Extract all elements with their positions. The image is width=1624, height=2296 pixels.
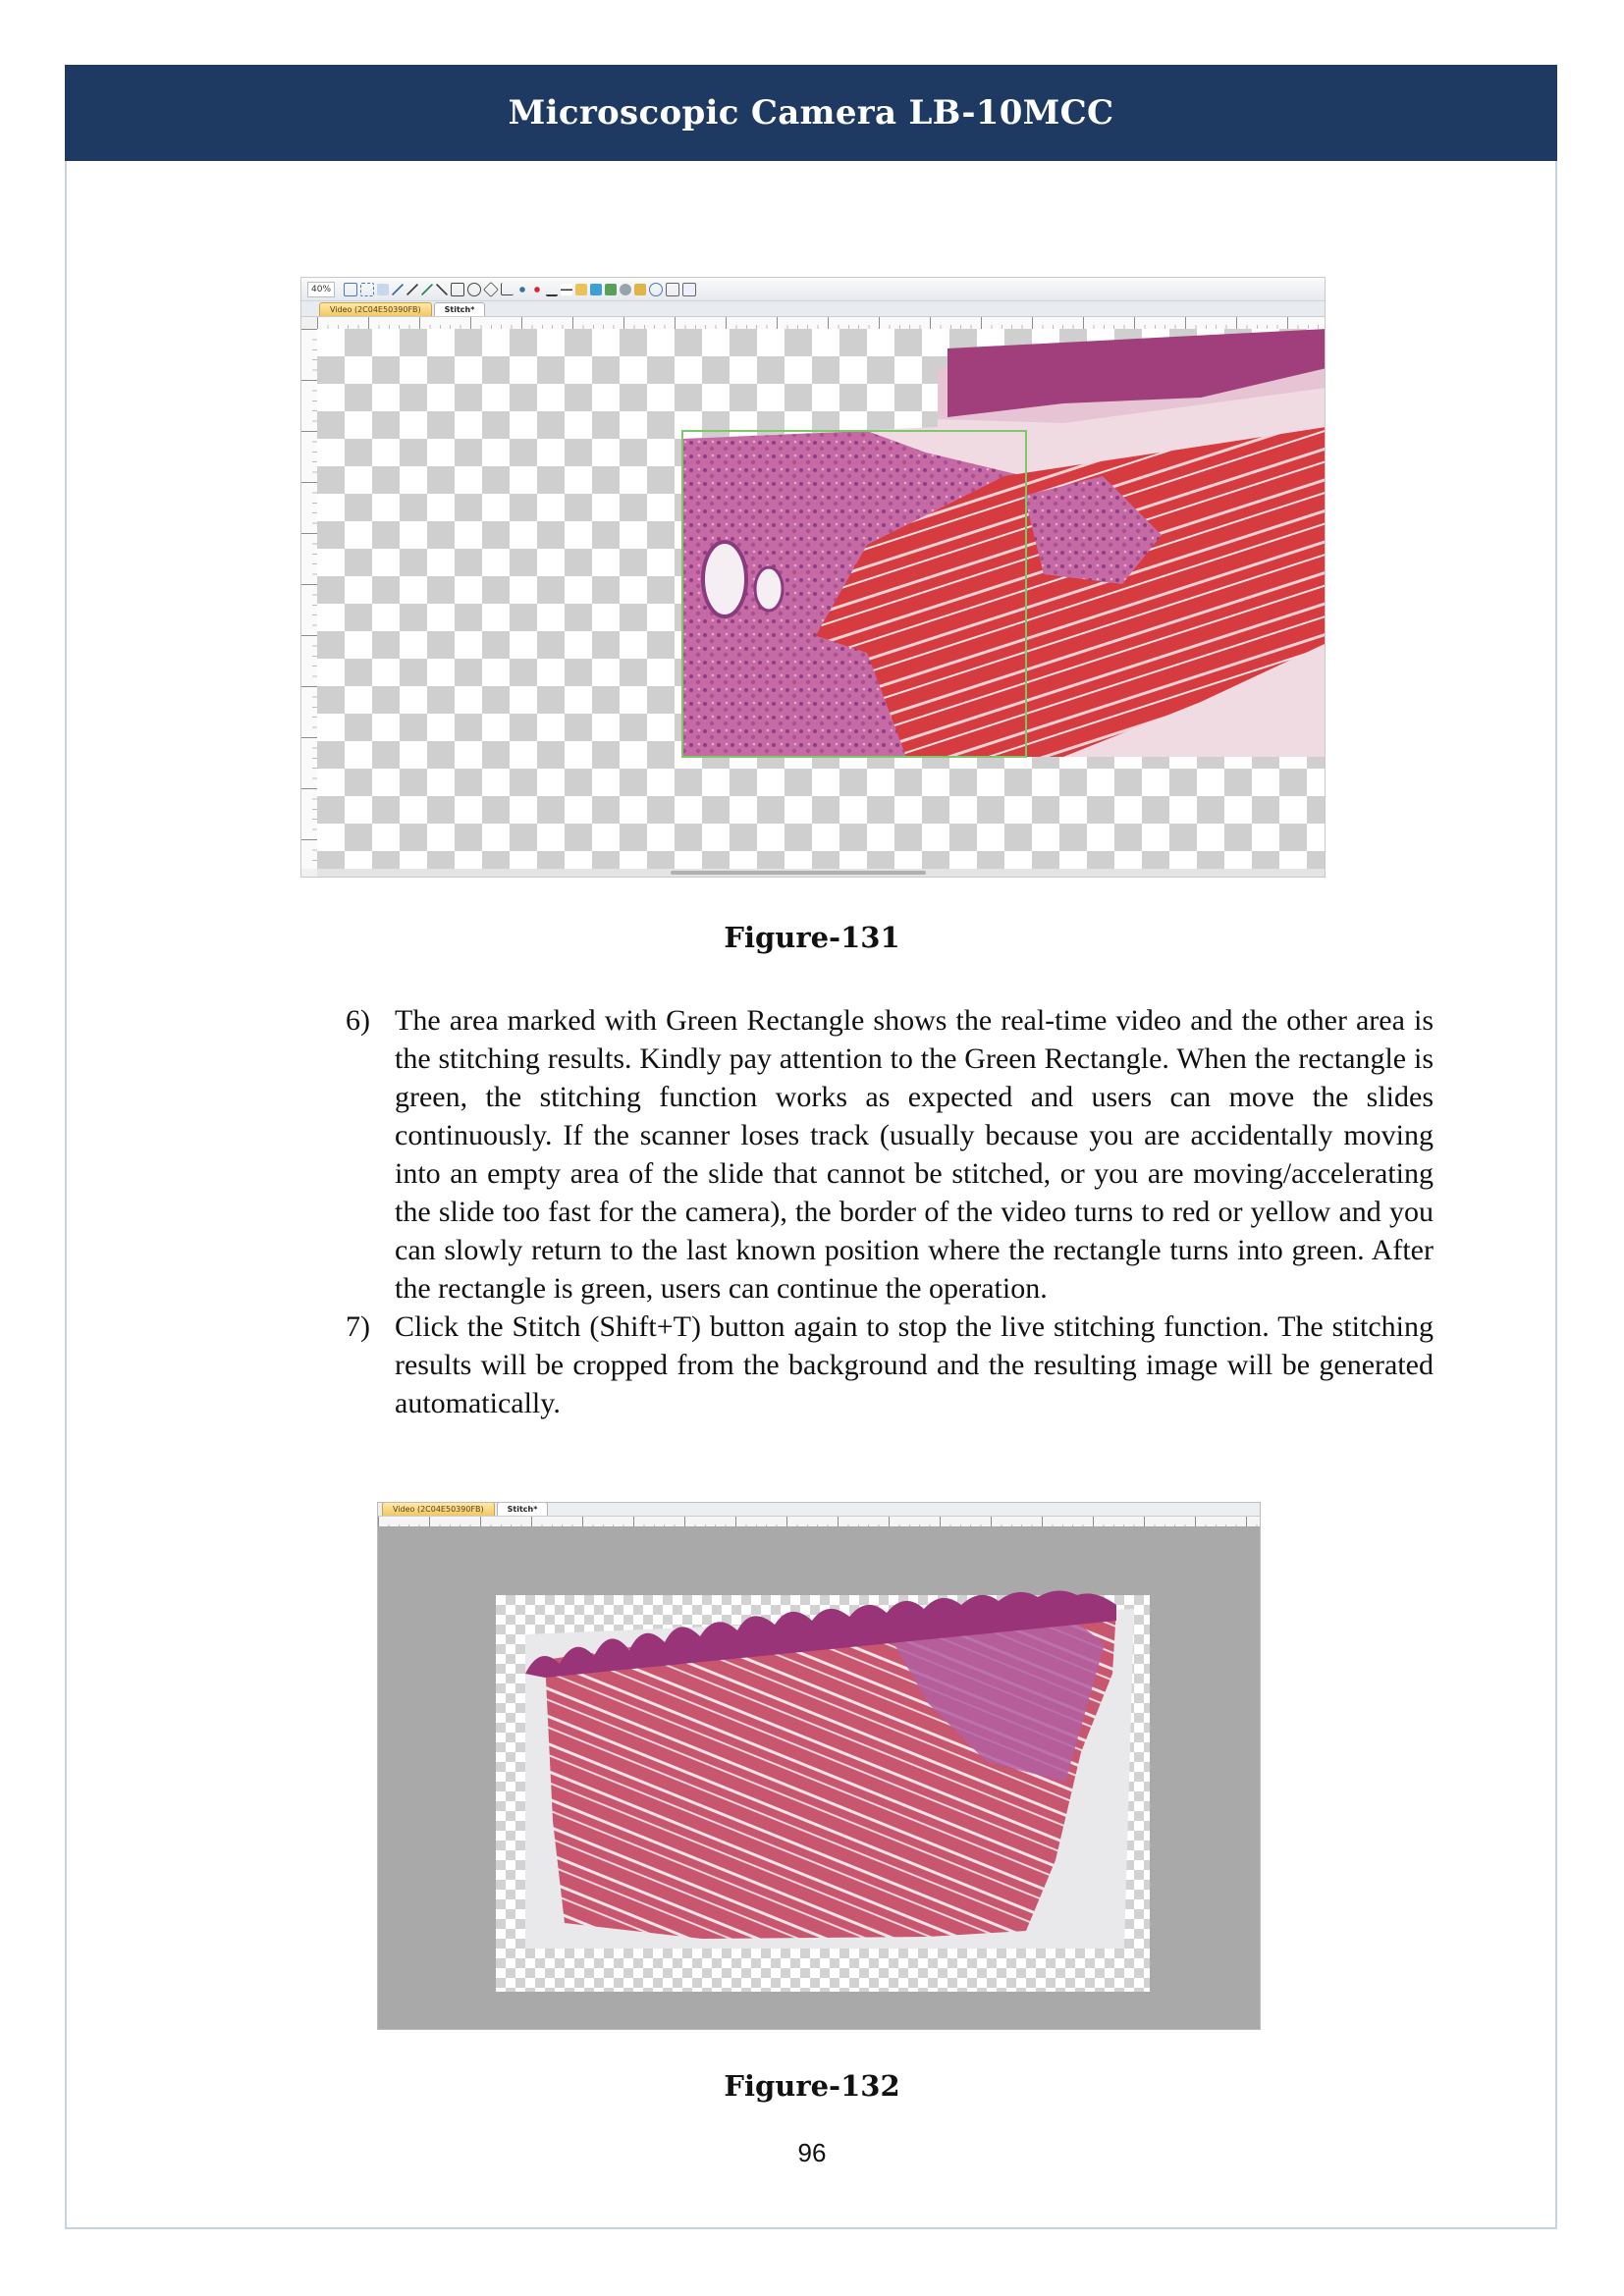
step-text: Click the Stitch (Shift+T) button again to stop the live stitching function. The stitching results will be cropped from the background and the resulting image will be generated automatically. [395,1310,1434,1419]
step-number: 6) [346,1004,370,1037]
calibrate-icon[interactable] [575,284,587,295]
step-text: The area marked with Green Rectangle shows the real-time video and the other area is the stitching results. Kindly pay attention to the Green Rectangle. When the rectangle is green, the stitching function works as expected and users can move the slides continuously. If the scanner loses track (usually because you are accidentally moving into an empty area of the slide that cannot be stitched, or you are moving/accelerating the slide too fast for the camera), the border of the video turns to red or yellow and you can slowly return to the last known position where the rectangle turns into green. After the rectangle is green, users can continue the operation. [395,1004,1434,1305]
figure-132-screenshot [377,1502,1261,2030]
vertical-ruler [301,329,318,869]
figure-131-screenshot [300,277,1326,878]
point-tool-icon[interactable] [516,284,528,295]
arrow-tool-icon[interactable] [392,284,404,295]
instruction-list [346,1001,1434,1422]
text-tool-icon[interactable] [546,283,558,296]
toolbar [301,278,1325,301]
tab-video[interactable]: Video (2C04E50390FB) [319,302,432,316]
stitch-canvas[interactable] [317,329,1325,869]
tab-stitch[interactable]: Stitch* [434,302,486,316]
ellipse-tool-icon[interactable] [467,283,481,296]
copy-icon[interactable] [666,283,679,296]
figure-131-caption: Figure-131 [724,921,900,954]
document-tabs [301,301,1325,317]
count-tool-icon[interactable] [531,284,543,295]
tab-video[interactable]: Video (2C04E50390FB) [382,1502,495,1516]
help-icon[interactable] [649,283,663,296]
cropped-tissue-image [378,1526,1260,2029]
list-item [346,1308,1434,1422]
line-tool-icon[interactable] [406,284,418,295]
curve-tool-icon[interactable] [436,284,448,295]
settings-icon[interactable] [620,284,631,295]
rect-select-icon[interactable] [360,283,374,296]
hand-tool-icon[interactable] [377,284,389,295]
polygon-tool-icon[interactable] [483,282,499,297]
measure-report-icon[interactable] [605,284,617,295]
header-title: Microscopic Camera LB-10MCC [508,93,1114,133]
horizontal-scrollbar[interactable] [317,869,1325,877]
polyline-tool-icon[interactable] [421,284,433,295]
lock-icon[interactable] [634,284,646,295]
figure-132-caption: Figure-132 [724,2069,900,2103]
rectangle-tool-icon[interactable] [451,283,464,296]
scale-bar-icon[interactable] [561,284,572,295]
tab-stitch[interactable]: Stitch* [497,1502,549,1516]
stitch-icon[interactable] [590,284,602,295]
select-tool-icon[interactable] [344,283,357,296]
export-icon[interactable] [682,283,696,296]
list-item [346,1001,1434,1308]
page-header [65,65,1557,161]
document-tabs [378,1503,1260,1517]
angle-tool-icon[interactable] [501,283,514,295]
step-number: 7) [346,1310,370,1343]
stitched-tissue-image [317,329,1325,869]
zoom-select[interactable]: 40% [307,282,335,297]
page-number: 96 [797,2138,827,2167]
result-canvas[interactable] [378,1526,1260,2029]
